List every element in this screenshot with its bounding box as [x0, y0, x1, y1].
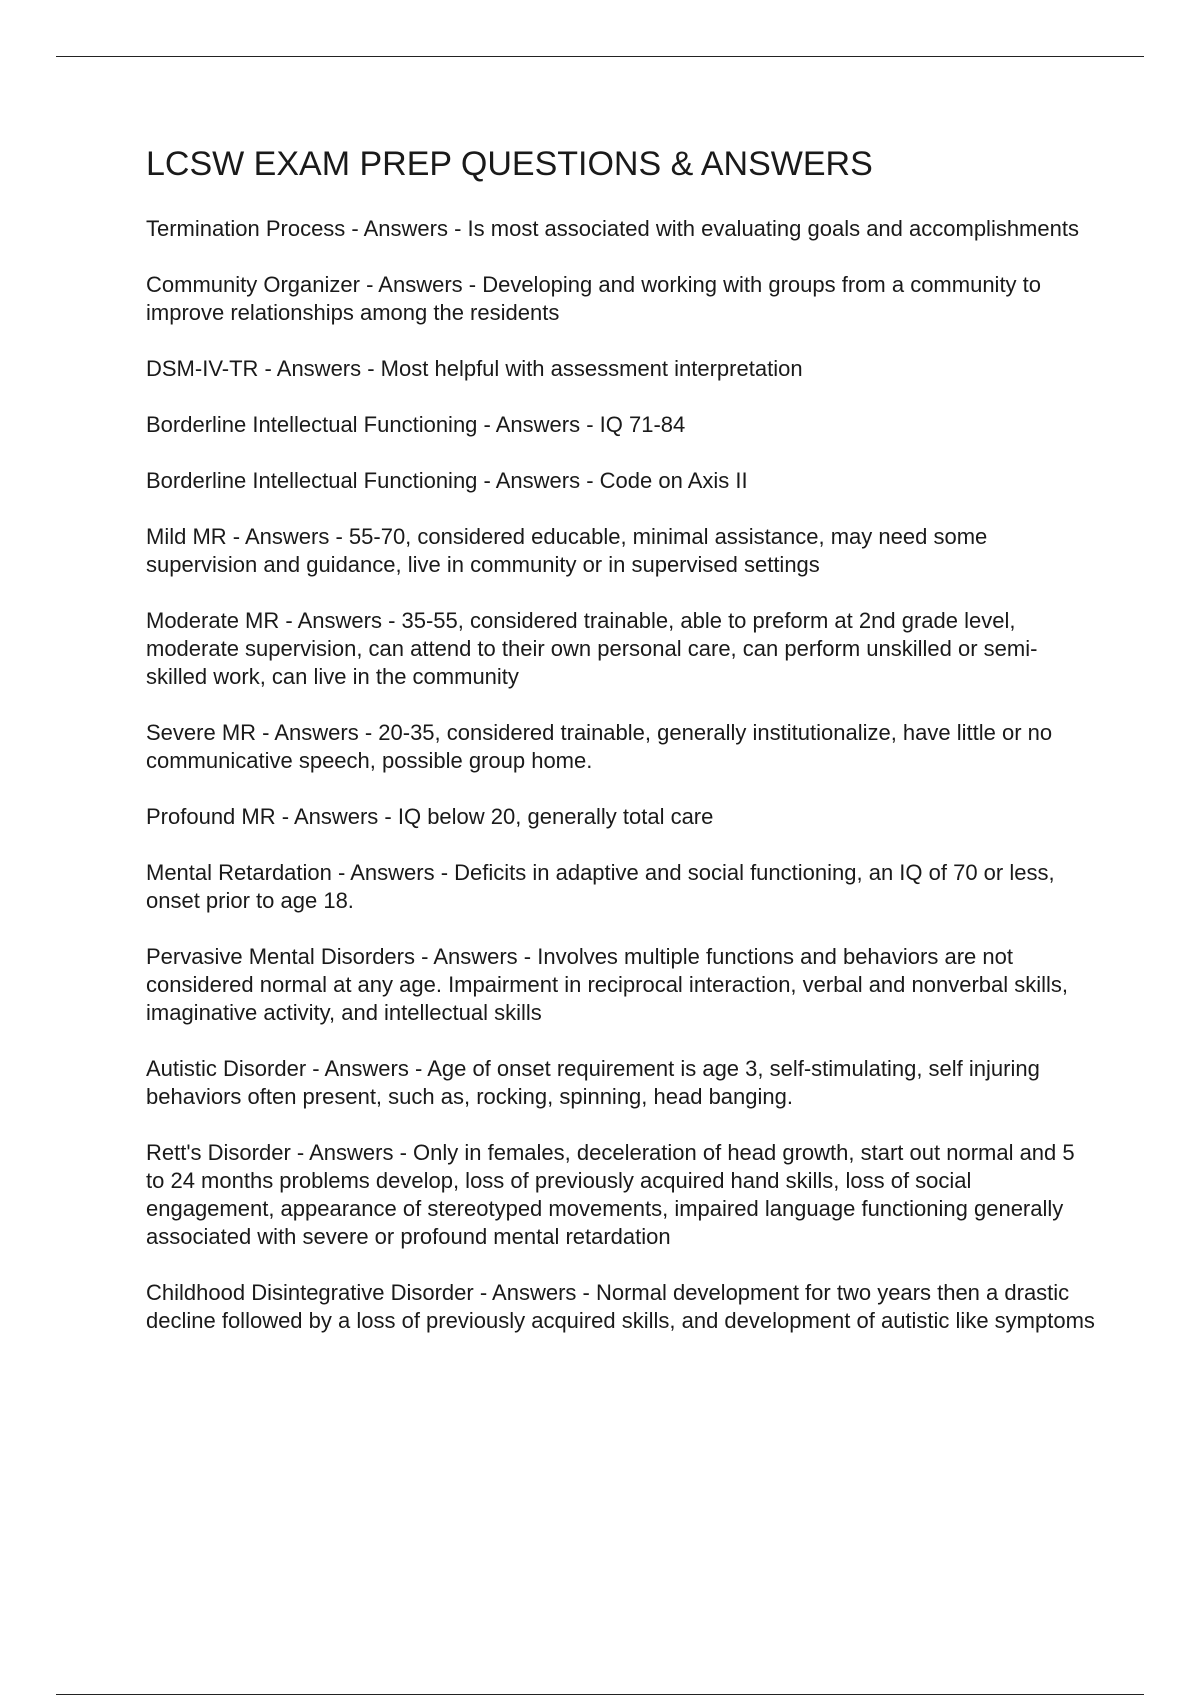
qa-entry: Childhood Disintegrative Disorder - Answers - Normal development for two years then a drastic decline followed by a loss of previously acquired skills, and development of autistic like symptoms	[146, 1279, 1095, 1333]
qa-entry: Termination Process - Answers - Is most associated with evaluating goals and accomplishments	[146, 215, 1079, 241]
qa-entry: Community Organizer - Answers - Developing and working with groups from a community to improve relationships among the residents	[146, 271, 1042, 325]
qa-entry: Mental Retardation - Answers - Deficits in adaptive and social functioning, an IQ of 70 or less, onset prior to age 18.	[146, 859, 1055, 913]
qa-entry: Mild MR - Answers - 55-70, considered educable, minimal assistance, may need some supervision and guidance, live in community or in supervised settings	[146, 523, 988, 577]
qa-entry: Moderate MR - Answers - 35-55, considered trainable, able to preform at 2nd grade level, moderate supervision, can attend to their own personal care, can perform unskilled or semi-skilled work, can live in the community	[146, 607, 1038, 689]
qa-entry: Autistic Disorder - Answers - Age of onset requirement is age 3, self-stimulating, self injuring behaviors often present, such as, rocking, spinning, head banging.	[146, 1055, 1040, 1109]
qa-entry: Profound MR - Answers - IQ below 20, generally total care	[146, 803, 714, 829]
qa-entry: Pervasive Mental Disorders - Answers - Involves multiple functions and behaviors are not considered normal at any age. Impairment in reciprocal interaction, verbal and nonverbal skills, imaginative activity, and intellectual skills	[146, 943, 1069, 1025]
page-title: LCSW EXAM PREP QUESTIONS & ANSWERS	[146, 145, 873, 183]
qa-entry: Rett's Disorder - Answers - Only in females, deceleration of head growth, start out normal and 5 to 24 months problems develop, loss of previously acquired hand skills, loss of social engagement, appearance of stereotyped movements, impaired language functioning generally associated with severe or profound mental retardation	[146, 1139, 1075, 1249]
qa-entry: DSM-IV-TR - Answers - Most helpful with assessment interpretation	[146, 355, 803, 381]
bottom-divider	[56, 1694, 1144, 1695]
qa-entry: Borderline Intellectual Functioning - Answers - Code on Axis II	[146, 467, 748, 493]
qa-entry: Severe MR - Answers - 20-35, considered trainable, generally institutionalize, have little or no communicative speech, possible group home.	[146, 719, 1053, 773]
document-body	[146, 144, 1096, 1363]
qa-entry: Borderline Intellectual Functioning - Answers - IQ 71-84	[146, 411, 686, 437]
top-divider	[56, 56, 1144, 57]
